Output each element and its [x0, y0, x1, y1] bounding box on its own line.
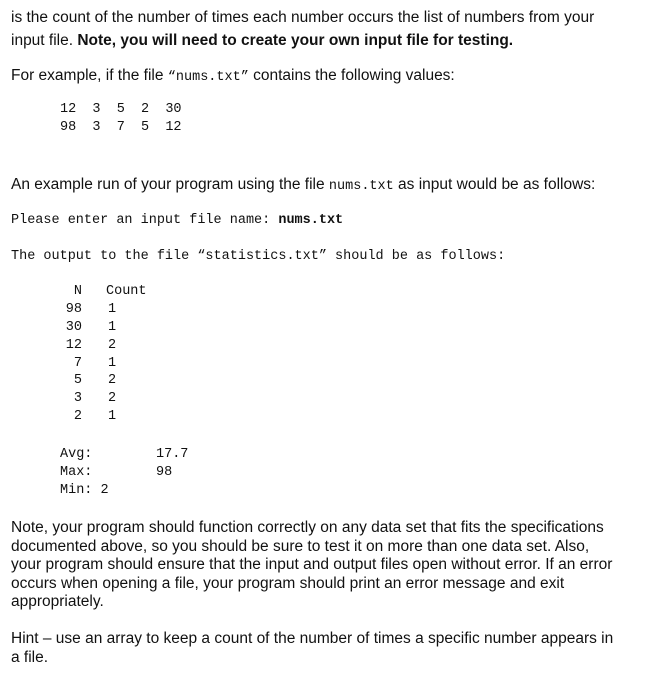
cell-n: 7 [73, 355, 82, 371]
cell-n: 98 [65, 301, 82, 317]
cell-count: 2 [108, 337, 117, 353]
cell-count: 2 [108, 373, 117, 389]
input-values-row-2: 98 3 7 5 12 [60, 120, 182, 135]
cell-count: 1 [108, 319, 117, 335]
output-intro: The output to the file “statistics.txt” should be as follows: [11, 249, 506, 264]
example-line [11, 67, 455, 88]
prompt-text: Please enter an input file name: [11, 213, 279, 228]
run-suffix: as input would be as follows: [393, 176, 596, 193]
header-n: N [73, 284, 82, 299]
header-count: Count [106, 284, 147, 299]
cell-n: 3 [73, 391, 82, 407]
run-line [11, 176, 595, 197]
note-line-3: your program should ensure that the input and output files open without error. If an error [11, 556, 613, 573]
max-value: 98 [156, 465, 173, 480]
example-prefix: For example, if the file [11, 67, 168, 84]
cell-count: 1 [108, 301, 117, 317]
intro-line-2 [11, 32, 513, 51]
intro-note-bold: Note, you will need to create your own input file for testing. [77, 32, 514, 49]
intro-line-2-text: input file. [11, 32, 78, 49]
note-line-2: documented above, so you should be sure to test it on more than one data set. Also, [11, 537, 590, 555]
example-suffix: contains the following values: [248, 67, 455, 84]
run-filename: nums.txt [328, 179, 394, 194]
hint-line-1: Hint – use an array to keep a count of the number of times a specific number appears in [11, 630, 614, 647]
run-prefix: An example run of your program using the file [11, 176, 329, 193]
note-line-5: appropriately. [11, 593, 104, 610]
prompt-input: nums.txt [278, 213, 344, 228]
cell-n: 2 [73, 409, 82, 425]
cell-n: 30 [65, 319, 82, 335]
cell-count: 2 [108, 391, 117, 407]
min-text: Min: 2 [60, 483, 109, 498]
cell-n: 5 [73, 373, 82, 389]
note-line-1: Note, your program should function correctly on any data set that fits the specifications [11, 519, 604, 536]
intro-line-1: is the count of the number of times each number occurs the list of numbers from your [11, 9, 595, 26]
avg-label: Avg: [60, 447, 93, 462]
max-label: Max: [60, 465, 93, 480]
cell-count: 1 [108, 409, 117, 425]
input-values-row-1: 12 3 5 2 30 [60, 102, 182, 117]
prompt-line [11, 212, 343, 230]
cell-n: 12 [65, 337, 82, 353]
cell-count: 1 [108, 355, 117, 371]
hint-line-2: a file. [11, 648, 49, 666]
example-filename: “nums.txt” [167, 70, 249, 85]
note-line-4: occurs when opening a file, your program should print an error message and exit [11, 574, 565, 592]
avg-value: 17.7 [156, 447, 189, 462]
